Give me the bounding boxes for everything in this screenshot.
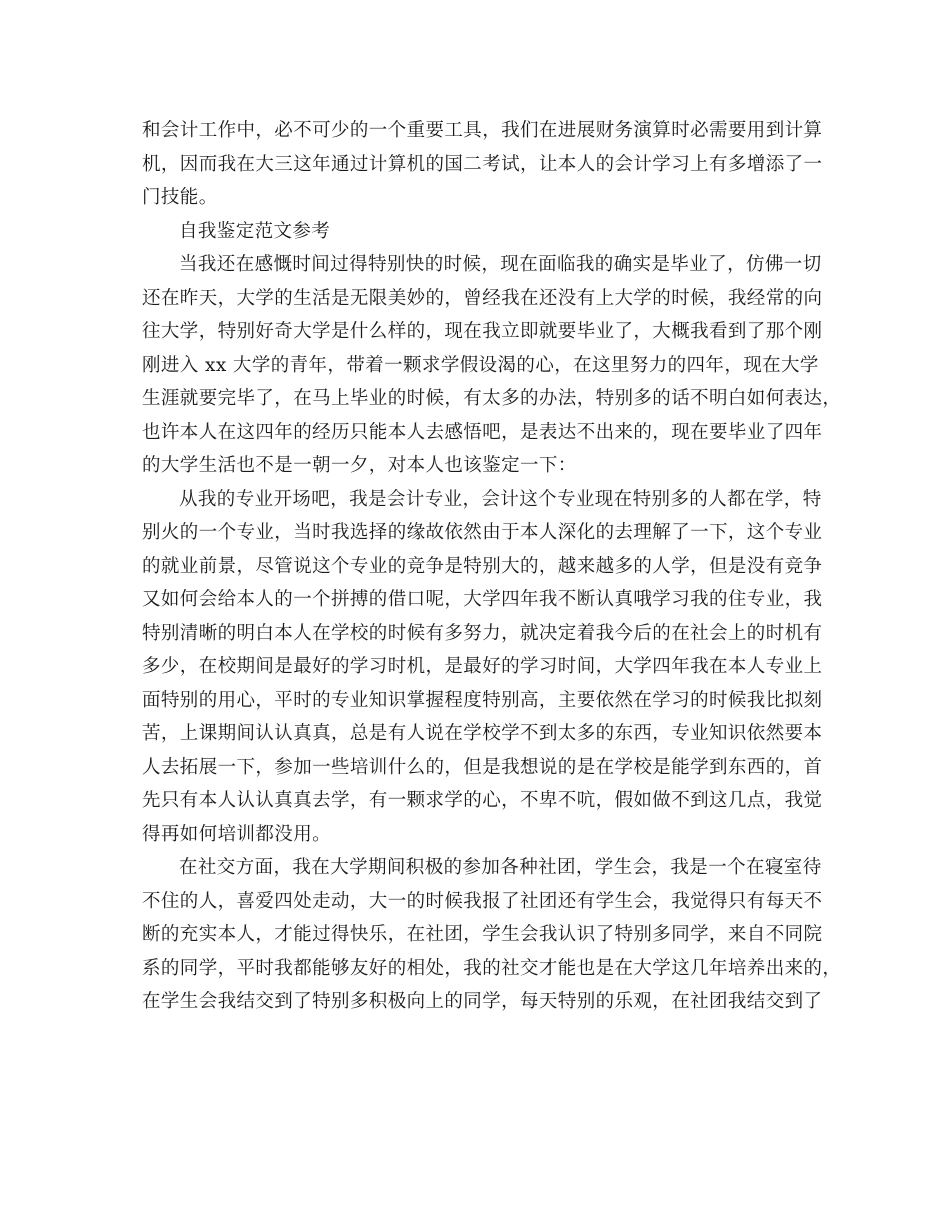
text-line: 还在昨天，大学的生活是无限美妙的，曾经我在还没有上大学的时候，我经常的向 [142,287,823,309]
text-line: 断的充实本人，才能过得快乐，在社团，学生会我认识了特别多同学，来自不同院 [142,924,823,945]
section-heading: 自我鉴定范文参考 [179,220,331,242]
text-line: 又如何会给本人的一个拼搏的借口呢，大学四年我不断认真哦学习我的住专业，我 [142,589,823,610]
text-line: 当我还在感慨时间过得特别快的时候，现在面临我的确实是毕业了，仿佛一切 [179,254,822,275]
text-line: 往大学，特别好奇大学是什么样的，现在我立即就要毕业了，大概我看到了那个刚 [142,321,823,342]
text-line: 也许本人在这四年的经历只能本人去感悟吧，是表达不出来的，现在要毕业了四年 [142,421,823,443]
text-line: 面特别的用心，平时的专业知识掌握程度特别高，主要依然在学习的时候我比拟刻 [142,689,823,711]
text-line: 生涯就要完毕了，在马上毕业的时候，有太多的办法，特别多的话不明白如何表达， [142,388,842,409]
text-line: 多少，在校期间是最好的学习时机，是最好的学习时间，大学四年我在本人专业上 [142,656,823,677]
text-line: 门技能。 [142,187,218,208]
text-line: 在学生会我结交到了特别多积极向上的同学，每天特别的乐观，在社团我结交到了 [142,991,823,1012]
text-line: 的就业前景，尽管说这个专业的竞争是特别大的，越来越多的人学，但是没有竞争 [142,555,823,577]
document-body [142,114,842,1019]
text-line: 在社交方面，我在大学期间积极的参加各种社团，学生会，我是一个在寝室待 [179,857,822,878]
text-line: 刚进入 xx 大学的青年，带着一颗求学假设渴的心，在这里努力的四年，现在大学 [142,354,819,376]
text-line: 先只有本人认认真真去学，有一颗求学的心，不卑不吭，假如做不到这几点，我觉 [142,790,823,811]
text-line: 别火的一个专业，当时我选择的缘故依然由于本人深化的去理解了一下，这个专业 [142,522,823,543]
text-line: 机，因而我在大三这年通过计算机的国二考试，让本人的会计学习上有多增添了一 [142,153,823,175]
text-line: 不住的人，喜爱四处走动，大一的时候我报了社团还有学生会，我觉得只有每天不 [142,890,823,912]
text-line: 特别清晰的明白本人在学校的时候有多努力，就决定着我今后的在社会上的时机有 [142,622,823,644]
text-line: 和会计工作中，必不可少的一个重要工具，我们在进展财务演算时必需要用到计算 [142,120,823,141]
text-line: 从我的专业开场吧，我是会计专业，会计这个专业现在特别多的人都在学，特 [179,488,822,510]
text-line: 人去拓展一下，参加一些培训什么的，但是我想说的是在学校是能学到东西的，首 [142,756,823,778]
text-line: 的大学生活也不是一朝一夕，对本人也该鉴定一下： [142,455,577,476]
text-line: 苦，上课期间认认真真，总是有人说在学校学不到太多的东西，专业知识依然要本 [142,723,823,744]
text-line: 得再如何培训都没用。 [142,823,332,845]
text-line: 系的同学，平时我都能够友好的相处，我的社交才能也是在大学这几年培养出来的， [142,957,842,979]
